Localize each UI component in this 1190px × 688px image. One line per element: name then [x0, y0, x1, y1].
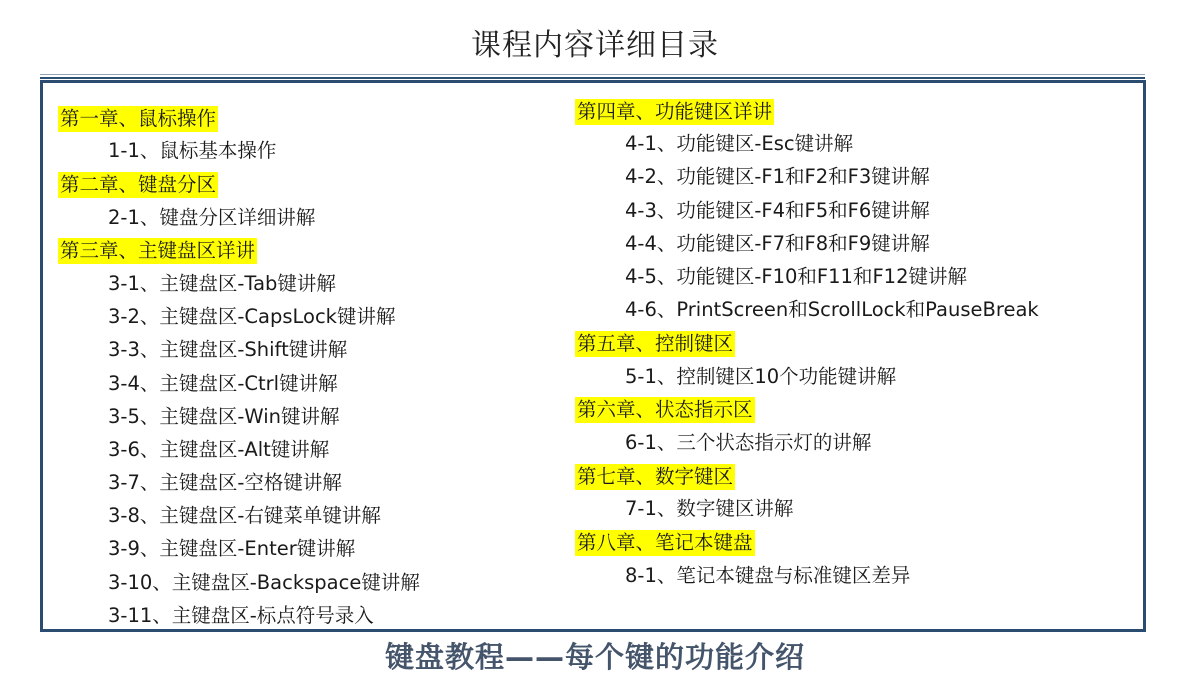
- chapter-title: 第三章、主键盘区详讲: [60, 239, 256, 263]
- lesson-item: 4-2、功能键区-F1和F2和F3键讲解: [625, 165, 930, 189]
- lesson-item: 3-2、主键盘区-CapsLock键讲解: [108, 305, 396, 329]
- chapter-heading: [575, 525, 1039, 558]
- chapter-heading: [575, 393, 1039, 426]
- lesson-item: 3-8、主键盘区-右键菜单键讲解: [108, 504, 381, 528]
- lesson-item: 8-1、笔记本键盘与标准键区差异: [625, 563, 911, 587]
- chapter-title: 第七章、数字键区: [577, 464, 734, 488]
- lesson-item: 3-1、主键盘区-Tab键讲解: [108, 271, 336, 295]
- lesson-item: 4-4、功能键区-F7和F8和F9键讲解: [625, 231, 930, 255]
- chapter-heading: [58, 167, 420, 200]
- lesson-item: 4-3、功能键区-F4和F5和F6键讲解: [625, 198, 930, 222]
- lesson-item: 6-1、三个状态指示灯的讲解: [625, 430, 872, 454]
- lesson-item: 3-5、主键盘区-Win键讲解: [108, 404, 340, 428]
- lesson-item: 1-1、鼠标基本操作: [108, 139, 277, 163]
- toc-right-column: [575, 94, 1039, 592]
- lesson-item: 4-1、功能键区-Esc键讲解: [625, 132, 854, 156]
- lesson-item: 3-11、主键盘区-标点符号录入: [108, 603, 374, 627]
- lesson-item: 3-3、主键盘区-Shift键讲解: [108, 338, 348, 362]
- chapter-heading: [575, 326, 1039, 359]
- lesson-item: 4-5、功能键区-F10和F11和F12键讲解: [625, 264, 967, 288]
- chapter-title: 第二章、键盘分区: [60, 172, 217, 196]
- chapter-title: 第八章、笔记本键盘: [577, 530, 753, 554]
- lesson-item: 4-6、PrintScreen和ScrollLock和PauseBreak: [625, 298, 1039, 322]
- course-footer-title: 键盘教程——每个键的功能介绍: [384, 640, 805, 674]
- chapter-title: 第六章、状态指示区: [577, 398, 753, 422]
- page-title: 课程内容详细目录: [471, 28, 719, 63]
- title-divider-thin: [40, 74, 1145, 75]
- lesson-item: 3-6、主键盘区-Alt键讲解: [108, 437, 330, 461]
- chapter-heading: [575, 459, 1039, 492]
- lesson-item: 7-1、数字键区讲解: [625, 497, 794, 521]
- chapter-heading: [58, 234, 420, 267]
- chapter-title: 第一章、鼠标操作: [60, 106, 217, 130]
- lesson-item: 3-10、主键盘区-Backspace键讲解: [108, 570, 420, 594]
- table-of-contents-box: [40, 80, 1146, 632]
- chapter-title: 第五章、控制键区: [577, 331, 734, 355]
- chapter-heading: [575, 94, 1039, 127]
- toc-left-column: [58, 101, 420, 632]
- lesson-item: 3-9、主键盘区-Enter键讲解: [108, 537, 356, 561]
- title-divider-thick: [40, 77, 1145, 79]
- chapter-heading: [58, 101, 420, 134]
- lesson-item: 2-1、键盘分区详细讲解: [108, 205, 316, 229]
- lesson-item: 5-1、控制键区10个功能键讲解: [625, 364, 897, 388]
- chapter-title: 第四章、功能键区详讲: [577, 99, 773, 123]
- lesson-item: 3-4、主键盘区-Ctrl键讲解: [108, 371, 338, 395]
- lesson-item: 3-7、主键盘区-空格键讲解: [108, 471, 342, 495]
